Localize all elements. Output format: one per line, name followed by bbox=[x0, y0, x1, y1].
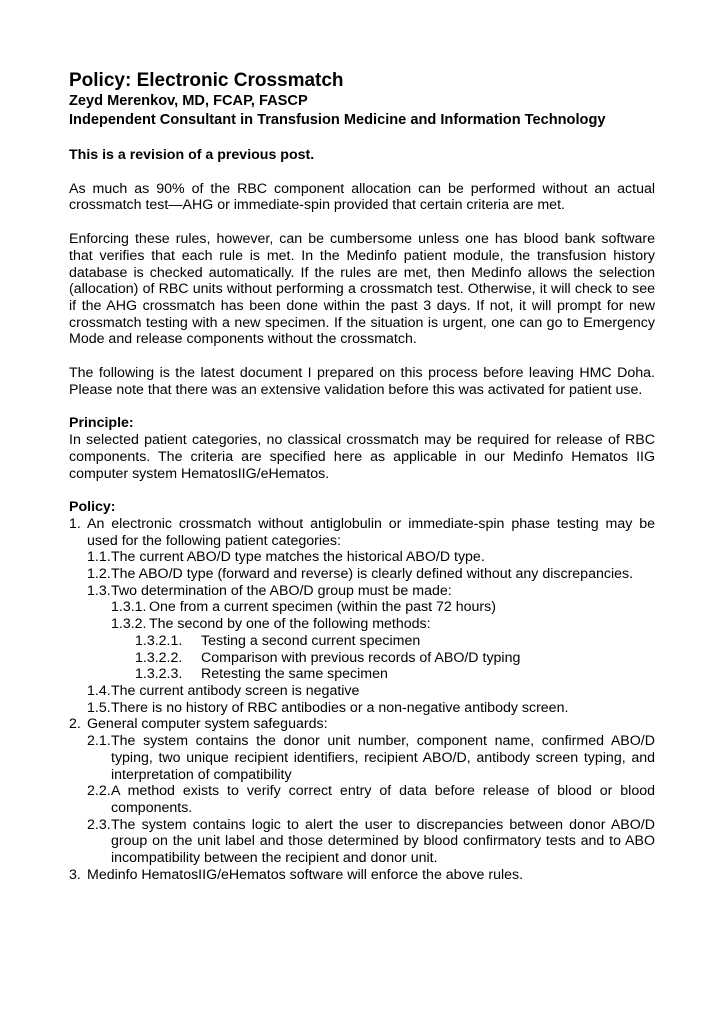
list-item: 1.2. The ABO/D type (forward and reverse) is clearly defined without any discrepancies. bbox=[87, 566, 634, 583]
list-item: 1.3.2.2. Comparison with previous records of ABO/D typing bbox=[135, 649, 521, 666]
list-item: 1.4. The current antibody screen is negative bbox=[87, 682, 360, 699]
list-item: 1.1. The current ABO/D type matches the historical ABO/D type. bbox=[87, 549, 485, 566]
principle-text: In selected patient categories, no classical crossmatch may be required for release of RBC components. The criteria are specified here as applicable in our Medinfo Hematos IIG computer system HematosIIG/eHematos. bbox=[69, 432, 655, 482]
list-item: 1.3.1. One from a current specimen (within the past 72 hours) bbox=[111, 599, 496, 616]
list-item: 1.3. Two determination of the ABO/D group must be made: bbox=[87, 582, 452, 599]
intro-paragraph-1: As much as 90% of the RBC component allocation can be performed without an actual crossmatch test—AHG or immediate-spin provided that certain criteria are met. bbox=[69, 180, 655, 214]
list-item: 1.3.2.3. Retesting the same specimen bbox=[135, 666, 388, 683]
affiliation-line: Independent Consultant in Transfusion Medicine and Information Technology bbox=[69, 112, 606, 128]
list-item: 3. Medinfo HematosIIG/eHematos software will enforce the above rules. bbox=[69, 866, 524, 883]
list-item: 1.3.2.1. Testing a second current specimen bbox=[135, 632, 421, 649]
list-item: 1. An electronic crossmatch without antiglobulin or immediate-spin phase testing may be used for the following patient categories: bbox=[69, 515, 655, 549]
list-item: 2.2. A method exists to verify correct entry of data before release of blood or blood components. bbox=[87, 783, 655, 816]
author-line: Zeyd Merenkov, MD, FCAP, FASCP bbox=[69, 93, 308, 109]
intro-paragraph-3: The following is the latest document I prepared on this process before leaving HMC Doha. Please note that there was an extensive validation before this was activated for patient use. bbox=[69, 365, 655, 398]
principle-heading: Principle: bbox=[69, 415, 134, 432]
policy-heading: Policy: bbox=[69, 499, 116, 516]
list-item: 2. General computer system safeguards: bbox=[69, 716, 328, 733]
revision-note: This is a revision of a previous post. bbox=[69, 147, 315, 163]
list-item: 2.1. The system contains the donor unit number, component name, confirmed ABO/D typing, two unique recipient identifiers, recipient ABO/D, antibody screen typing, and interpretation of compatibility bbox=[87, 733, 655, 783]
intro-paragraph-2: Enforcing these rules, however, can be cumbersome unless one has blood bank software that verifies that each rule is met. In the Medinfo patient module, the transfusion history database is checked automatically. If the rules are met, then Medinfo allows the selection (allocation) of RBC units without performing a crossmatch test. Otherwise, it will check to see if the AHG crossmatch has been done within the past 3 days. If not, it will prompt for new crossmatch testing with a new specimen. If the situation is urgent, one can go to Emergency Mode and release components without the crossmatch. bbox=[69, 231, 655, 348]
list-item: 1.5. There is no history of RBC antibodies or a non-negative antibody screen. bbox=[87, 699, 569, 716]
list-item: 2.3. The system contains logic to alert the user to discrepancies between donor ABO/D group on the unit label and those determined by blood confirmatory tests and to ABO incompatibility between the recipient and donor unit. bbox=[87, 816, 655, 867]
document-page bbox=[69, 70, 655, 883]
document-title: Policy: Electronic Crossmatch bbox=[69, 70, 344, 91]
list-item: 1.3.2. The second by one of the following methods: bbox=[111, 616, 431, 633]
policy-list bbox=[69, 516, 655, 883]
